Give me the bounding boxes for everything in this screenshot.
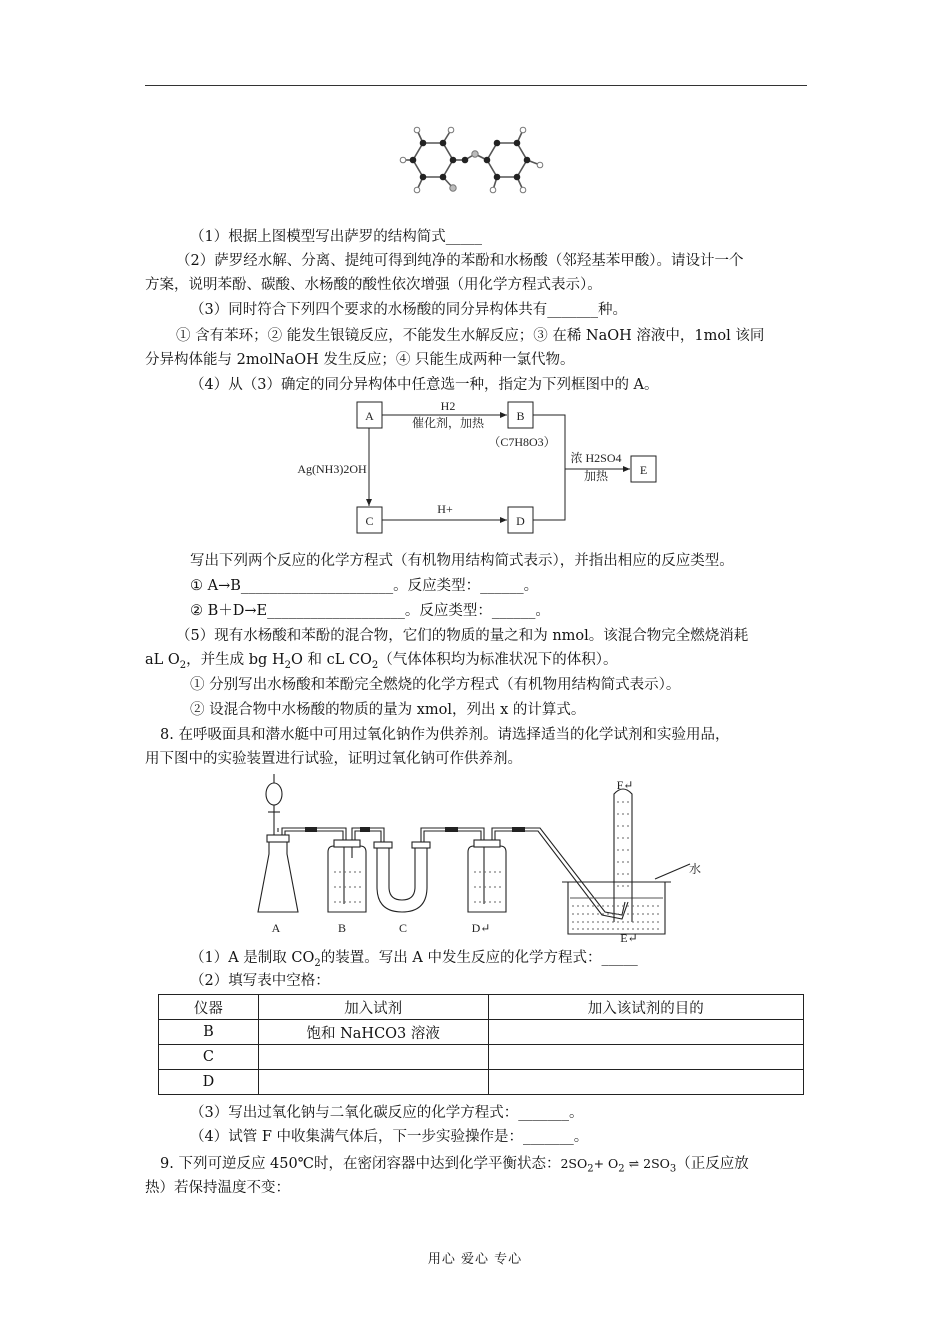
table-cell: B (159, 1020, 259, 1045)
table-cell: D (159, 1070, 259, 1095)
table-cell: C (159, 1045, 259, 1070)
question-7-2-line1: （2）萨罗经水解、分离、提纯可得到纯净的苯酚和水杨酸（邻羟基苯甲酸）。请设计一个 (176, 253, 744, 269)
question-8-4: （4）试管 F 中收集满气体后，下一步实验操作是：_______。 (190, 1129, 589, 1145)
table-header-cell: 加入该试剂的目的 (488, 995, 803, 1020)
page-footer: 用心 爱心 专心 (427, 1252, 523, 1267)
equation-a-to-b: ① A→B_____________________。反应类型：______。 (190, 578, 539, 594)
table-cell[interactable] (488, 1020, 803, 1045)
table-cell[interactable] (258, 1070, 488, 1095)
header-rule (145, 85, 807, 86)
table-row (159, 1020, 804, 1045)
question-7-5-line1: （5）现有水杨酸和苯酚的混合物，它们的物质的量之和为 nmol。该混合物完全燃烧消耗 (176, 628, 749, 644)
reaction-flow-diagram (290, 396, 670, 541)
question-7-4: （4）从（3）确定的同分异构体中任意选一种，指定为下列框图中的 A。 (190, 377, 659, 393)
table-row (159, 1045, 804, 1070)
requirements-line2: 分异构体能与 2molNaOH 发生反应；④ 只能生成两种一氯代物。 (145, 352, 575, 368)
table-cell[interactable] (488, 1045, 803, 1070)
label-heat: 加热 (583, 469, 609, 483)
equation-b-d-to-e: ② B＋D→E___________________。反应类型：______。 (190, 603, 550, 619)
question-8-1: （1）A 是制取 $CO_2$的装置。写出 A 中发生反应的化学方程式：_____ (190, 950, 638, 969)
label-d: D (516, 514, 525, 528)
apparatus-label-a: A (271, 921, 281, 935)
table-cell[interactable] (258, 1045, 488, 1070)
apparatus-label-b: B (337, 921, 347, 935)
label-catalyst: 催化剂，加热 (411, 416, 485, 430)
label-tollens: Ag(NH3)2OH (297, 462, 367, 476)
label-h2so4: 浓 H2SO4 (570, 451, 622, 465)
reagent-table (158, 994, 804, 1095)
question-9-line1: 9. 下列可逆反应 450℃时，在密闭容器中达到化学平衡状态：$2SO_2+ O_2$ ⇌ $2SO_3$（正反应放 (160, 1156, 749, 1175)
apparatus-label-d: D↵ (471, 921, 491, 935)
apparatus-label-e: E↵ (620, 931, 638, 944)
write-equations-instruction: 写出下列两个反应的化学方程式（有机物用结构简式表示），并指出相应的反应类型。 (190, 553, 734, 569)
question-7-3: （3）同时符合下列四个要求的水杨酸的同分异构体共有_______种。 (190, 302, 627, 318)
apparatus-label-water: 水 (688, 862, 702, 876)
requirements-line1: ① 含有苯环；② 能发生银镜反应，不能发生水解反应；③ 在稀 NaOH 溶液中，1mol 该同 (176, 328, 765, 344)
label-c: C (365, 514, 374, 528)
label-b-formula: （C7H8O3） (488, 435, 556, 449)
question-7-2-line2: 方案，说明苯酚、碳酸、水杨酸的酸性依次增强（用化学方程式表示）。 (145, 277, 602, 293)
label-a: A (365, 409, 374, 423)
table-row (159, 1070, 804, 1095)
apparatus-label-f: F↵ (616, 778, 634, 792)
label-h-plus: H+ (437, 502, 453, 516)
question-8-line1: 8. 在呼吸面具和潜水艇中可用过氧化钠作为供养剂。请选择适当的化学试剂和实验用品， (160, 727, 730, 743)
question-8-line2: 用下图中的实验装置进行试验，证明过氧化钠可作供养剂。 (145, 751, 522, 767)
salol-molecule-model (395, 120, 565, 205)
table-header-cell: 仪器 (159, 995, 259, 1020)
question-8-2: （2）填写表中空格： (190, 973, 330, 989)
table-cell[interactable] (488, 1070, 803, 1095)
label-e: E (639, 463, 648, 477)
question-7-5-part2: ② 设混合物中水杨酸的物质的量为 xmol，列出 x 的计算式。 (190, 702, 586, 718)
table-header-cell: 加入试剂 (258, 995, 488, 1020)
question-7-5-line2: aL $O_2$，并生成 bg $H_2O$ 和 cL $CO_2$（气体体积均为标准状况下的体积）。 (145, 652, 618, 671)
table-cell: 饱和 NaHCO3 溶液 (258, 1020, 488, 1045)
question-7-5-part1: ① 分别写出水杨酸和苯酚完全燃烧的化学方程式（有机物用结构简式表示）。 (190, 677, 681, 693)
experimental-apparatus (250, 772, 710, 944)
label-b: B (516, 409, 525, 423)
question-9-line2: 热）若保持温度不变： (145, 1180, 290, 1196)
question-8-3: （3）写出过氧化钠与二氧化碳反应的化学方程式：_______。 (190, 1105, 584, 1121)
label-h2: H2 (440, 399, 456, 413)
apparatus-label-c: C (398, 921, 408, 935)
question-7-1: （1）根据上图模型写出萨罗的结构简式_____ (190, 229, 482, 245)
table-header-row (159, 995, 804, 1020)
